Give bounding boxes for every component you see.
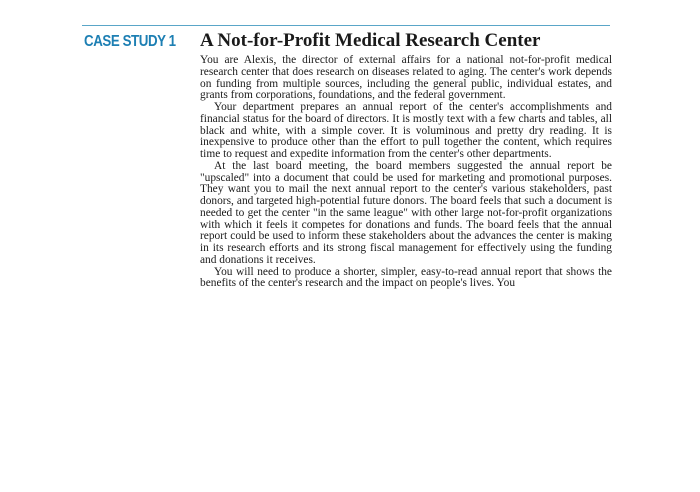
paragraph-3: At the last board meeting, the board members suggested the annual report be "upscaled" into a document that could be used for marketing and promotional purposes. They want you to mail the next annual report to the center's various stakeholders, past donors, and targeted high-potential future donors. The board feels that such a document is needed to get the center "in the same league" with other large not-for-profit organizations with which it feels it competes for donations and funds. The board feels that the annual report could be used to inform these stakeholders about the advances the center is making in its research efforts and its strong fiscal management for effectively using the funding and donations it receives. — [200, 159, 612, 266]
header-rule — [82, 25, 610, 26]
case-study-body — [200, 55, 612, 290]
paragraph-2: Your department prepares an annual report of the center's accomplishments and financial status for the board of directors. It is mostly text with a few charts and tables, all black and white, with a simple cover. It is voluminous and pretty dry reading. It is inexpensive to produce other than the effort to pull together the content, which requires time to request and expedite information from the center's other departments. — [200, 101, 612, 160]
paragraph-1: You are Alexis, the director of external affairs for a national not-for-profit medical research center that does research on diseases related to aging. The center's work depends on funding from multiple sources, including the general public, individual estates, and grants from corporations, foundations, and the federal government. — [200, 54, 612, 102]
case-study-label: CASE STUDY 1 — [84, 33, 176, 50]
paragraph-4: You will need to produce a shorter, simpler, easy-to-read annual report that shows the benefits of the center's research and the impact on people's lives. You — [200, 265, 612, 290]
case-study-title: A Not-for-Profit Medical Research Center — [200, 30, 541, 51]
